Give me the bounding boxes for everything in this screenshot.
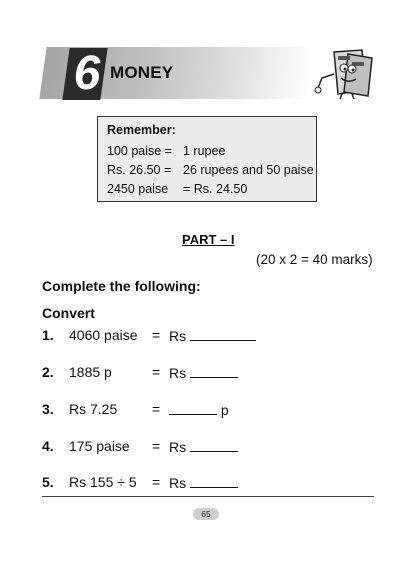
remember-row bbox=[107, 160, 316, 179]
remember-left: 2450 paise bbox=[107, 181, 169, 196]
remember-right: = Rs. 24.50 bbox=[183, 181, 248, 196]
question-expression: Rs 7.25 bbox=[69, 401, 118, 417]
page-number: 65 bbox=[193, 508, 219, 520]
answer bbox=[169, 438, 238, 455]
remember-row bbox=[107, 179, 316, 198]
question-number: 1. bbox=[42, 327, 54, 343]
remember-left: Rs. 26.50 = bbox=[107, 162, 172, 177]
chapter-title: MONEY bbox=[110, 63, 174, 82]
equals-sign: = bbox=[152, 401, 161, 417]
question-expression: Rs 155 ÷ 5 bbox=[69, 474, 137, 490]
part-heading: PART – I bbox=[182, 232, 235, 247]
question-expression: 175 paise bbox=[69, 438, 130, 454]
equals-sign: = bbox=[152, 364, 161, 380]
equals-sign: = bbox=[152, 438, 161, 454]
chapter-number: 6 bbox=[73, 47, 101, 100]
answer bbox=[169, 364, 238, 381]
answer-blank[interactable] bbox=[190, 438, 238, 452]
answer bbox=[169, 401, 229, 418]
answer-prefix: Rs bbox=[169, 365, 187, 381]
answer-blank[interactable] bbox=[169, 401, 217, 415]
answer-prefix: Rs bbox=[169, 328, 187, 344]
question-number: 3. bbox=[42, 401, 54, 417]
footer-rule bbox=[42, 496, 374, 497]
remember-right: 1 rupee bbox=[183, 143, 226, 158]
answer-blank[interactable] bbox=[190, 364, 238, 378]
answer bbox=[169, 474, 238, 491]
remember-left: 100 paise = bbox=[107, 143, 172, 158]
question-expression: 4060 paise bbox=[69, 327, 138, 343]
remember-right: 26 rupees and 50 paise bbox=[183, 162, 314, 177]
subheading: Convert bbox=[42, 305, 95, 321]
answer-blank[interactable] bbox=[190, 474, 238, 488]
answer bbox=[169, 327, 256, 344]
remember-row bbox=[107, 141, 316, 160]
money-document-mascot-icon bbox=[312, 48, 374, 100]
answer-prefix: Rs bbox=[169, 475, 187, 491]
question-number: 4. bbox=[42, 438, 54, 454]
equals-sign: = bbox=[152, 327, 161, 343]
marks-info: (20 x 2 = 40 marks) bbox=[256, 252, 373, 267]
answer-blank[interactable] bbox=[190, 327, 256, 341]
question-number: 2. bbox=[42, 364, 54, 380]
equals-sign: = bbox=[152, 474, 161, 490]
answer-suffix: p bbox=[220, 402, 229, 418]
question-expression: 1885 p bbox=[69, 364, 112, 380]
answer-prefix: Rs bbox=[169, 439, 187, 455]
question-number: 5. bbox=[42, 474, 54, 490]
instruction: Complete the following: bbox=[42, 278, 201, 294]
remember-box bbox=[97, 116, 317, 202]
remember-title: Remember: bbox=[107, 123, 176, 137]
